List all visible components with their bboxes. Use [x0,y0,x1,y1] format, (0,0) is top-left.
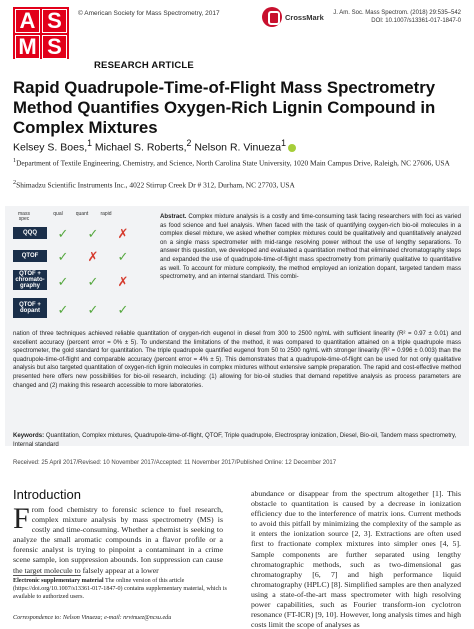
supplementary-footnote [13,578,233,601]
graphical-abstract-header [18,211,145,224]
footnote-label: Electronic supplementary material [13,578,104,584]
crossmark-label: CrossMark [285,12,324,22]
doi-link[interactable]: DOI: 10.1007/s13361-017-1847-0 [371,18,461,24]
correspondence-note [13,615,171,621]
orcid-icon[interactable] [288,144,296,152]
method-label: QTOF [13,250,47,262]
article-type: RESEARCH ARTICLE [94,60,194,71]
abstract-section [13,212,461,432]
crossmark-icon [262,7,282,27]
journal-citation [333,9,461,25]
checkmark-icon: ✓ [57,248,69,264]
affiliation-text: Department of Textile Engineering, Chemistry, and Science, North Carolina State University, 1020 Main Campus Drive, Raleigh, NC 27606, USA [16,158,450,168]
correspondence-label: Correspondence to: [13,615,62,621]
method-label: QTOF + dopant [13,298,47,318]
affiliation-ref: 1 [281,138,286,148]
method-label: QQQ [13,227,47,239]
footnote-divider [13,575,81,576]
footnote-text[interactable]: The online version of this article (https://doi.org/10.1007/s13361-017-1847-0) contains supplementary material, which is available to authorized users. [13,578,227,600]
checkmark-icon: ✓ [87,225,99,241]
affiliation-number: 2 [13,180,17,186]
drop-cap: F [13,502,30,535]
asms-logo [13,7,69,59]
body-column-left [13,502,223,576]
keywords-label: Keywords: [13,432,45,439]
abstract-text-continued: nation of three techniques achieved reliable quantitation of oxygen-rich eugenol in diesel from 300 to 2500 ng/mL with sufficient linearity (R² = 0.97 ± 0.01) and excellent accuracy (percent error = 0% ± 5). To understand the limitations of the method, it was compared to quantitation attained on a triple quadrupole mass spectrometer, the gold standard for quantitation. The triple quadrupole quantified eugenol from 50 to 2500 ng/mL with stronger linearity (R² = 0.996 ± 0.003) than the quadrupole-time-of-flight and comparable accuracy (percent error = 4% ± 5). This demonstrates that a quadrupole-time-of-flight can be used for not only qualitative analysis but also targeted quantitation of oxygen-rich lignin molecules in complex mixtures without extensive sample preparation. The rapid and cost-effective method presented here offers new possibilities for bio-oil research, including: (1) allowing for bio-oil studies that demand repetitive analysis as process parameters are changed and (2) making this research accessible to more laboratories. [13,330,461,389]
author-list [13,138,296,154]
correspondence-email[interactable]: Nelson Vinueza; e-mail: nrvinuez@ncsu.edu [61,615,172,621]
abstract-label: Abstract. [160,213,187,220]
comparison-row [13,270,147,292]
checkmark-icon: ✓ [57,273,69,289]
journal-line: J. Am. Soc. Mass Spectrom. (2018) 29:535–542 [333,10,461,16]
column-header: quant [75,211,89,217]
logo-letter: A [15,9,40,33]
checkmark-icon: ✓ [117,248,129,264]
column-header: qual [53,211,63,217]
cross-icon: ✗ [87,248,99,264]
comparison-row [13,298,147,320]
abstract-body: Complex mixture analysis is a costly and time-consuming task facing researchers with foci as varied as food science and fuel analysis. When faced with the task of quantifying oxygen-rich bio-oil molecules in a complex diesel mixture, we asked whether complex mixtures could be qualitatively and quantitatively analyzed on a single mass spectrometer with mid-range resolving power without the use of lengthy separations. To answer this question, we developed and evaluated a quantitation method that eliminated chromatography steps and expanded the use of quadrupole-time-of-flight mass spectrometry from primarily qualitative to quantitative as well. To account for mixture complexity, the method employed an ionization dopant, targeted tandem mass spectrometry, and an internal standard. This combi- [160,213,461,281]
affiliation-text: Shimadzu Scientific Instruments Inc., 4022 Stirrup Creek Dr # 312, Durham, NC 27703, USA [16,180,295,190]
intro-paragraph-continued: abundance or disappear from the spectrum altogether [1]. This obstacle to quantitation is caused by a decrease in ionization efficiency due to the interference of matrix ions. Current methods to avoid this pitfall by minimizing the complexity of the sample as it enters the ionization source [2, 3]. Extractions are often used first to fractionate complex mixtures into simpler ones [4, 5]. Sample components are further separated using lengthy chromatographic methods, such as two-dimensional gas chromatography [6, 7] and high performance liquid chromatography (HPLC) [8]. Simplified samples are then analyzed using a state-of-the-art mass spectrometer with high resolving power capabilities, such as Fourier transform-ion cyclotron resonance (FT-ICR) [9, 10]. However, long analysis times and high costs limit the scope of analyses as [251,489,461,629]
logo-letter: S [42,9,67,33]
affiliation-number: 1 [13,158,17,164]
author-name[interactable]: Kelsey S. Boes, [13,141,88,154]
comparison-row [13,224,147,246]
keywords-text: Quantitation, Complex mixtures, Quadrupole-time-of-flight, QTOF, Triple quadrupole, Electrospray ionization, Diesel, Bio-oil, Tandem mass spectrometry, Internal standard [13,432,457,448]
author-name[interactable]: Michael S. Roberts, [92,141,187,154]
affiliation-ref: 2 [186,138,192,148]
cross-icon: ✗ [117,273,129,289]
comparison-row [13,247,147,269]
intro-paragraph: rom food chemistry to forensic science to fuel research, complex mixture analysis by mass spectrometry (MS) is costly and time-consuming. Whether a chemist is seeking to analyze the small aromatic compounds in a flavor profile or a forensic analyst is trying to pinpoint a contaminant in a crime scene sample, ion suppression abounds. Ion suppression can cause the target molecule to falsely appear at a lower [13,505,223,575]
checkmark-icon: ✓ [87,301,99,317]
logo-letter: M [15,35,40,59]
logo-letter: S [42,35,67,59]
affiliation-ref: 1 [87,138,92,148]
checkmark-icon: ✓ [57,225,69,241]
body-column-right [251,489,461,629]
affiliation [13,156,463,168]
method-label: QTOF + chromato- graphy [13,270,47,290]
crossmark-button[interactable] [262,7,324,27]
keywords [13,432,461,449]
paper-title: Rapid Quadrupole-Time-of-Flight Mass Spectrometry Method Quantifies Oxygen-Rich Lignin Compound in Complex Mixtures [13,78,436,137]
cross-icon: ✗ [117,225,129,241]
column-header: mass spec [18,211,30,222]
section-heading: Introduction [13,487,81,502]
column-header: rapid [100,211,112,217]
author-name[interactable]: Nelson R. Vinueza [191,141,282,154]
affiliation [13,178,463,190]
checkmark-icon: ✓ [117,301,129,317]
graphical-abstract [13,212,147,327]
copyright-notice: © American Society for Mass Spectrometry, 2017 [78,10,220,17]
publication-dates: Received: 25 April 2017/Revised: 10 November 2017/Accepted: 11 November 2017/Published Online: 12 December 2017 [13,460,337,466]
checkmark-icon: ✓ [87,273,99,289]
abstract-text [160,213,461,282]
checkmark-icon: ✓ [57,301,69,317]
